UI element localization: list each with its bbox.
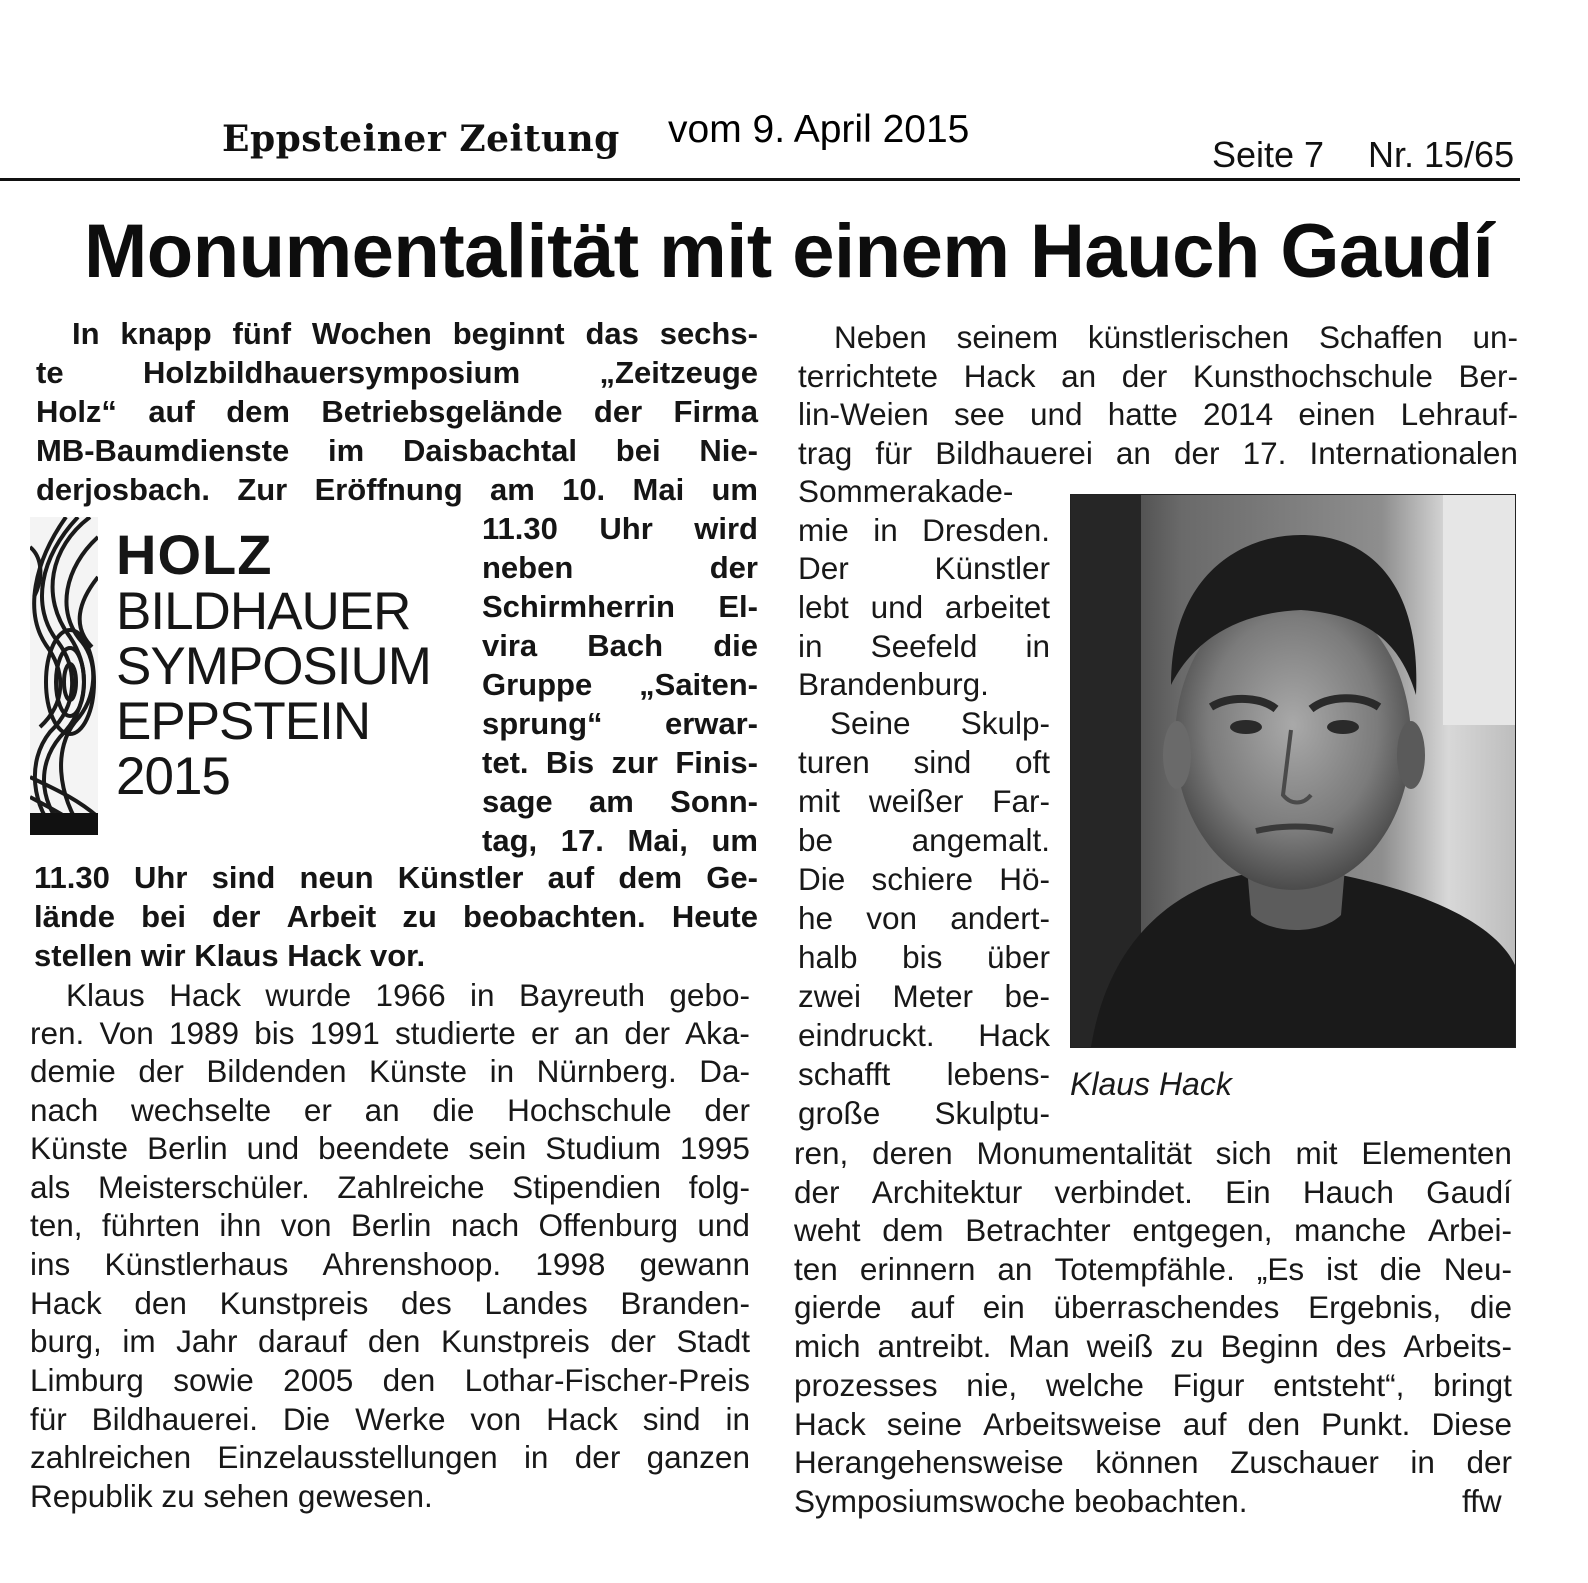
lead-line: vira Bach die [482, 628, 758, 663]
lead-line: In knapp fünf Wochen beginnt das sechs- [72, 316, 758, 351]
body-line: lebt und arbeitet [798, 589, 1050, 625]
logo-line: SYMPOSIUM [116, 637, 431, 696]
lead-line: stellen wir Klaus Hack vor. [34, 938, 426, 973]
lead-line: MB-Baumdienste im Daisbachtal bei Nie- [36, 433, 758, 468]
body-line: Brandenburg. [798, 666, 989, 702]
lead-line: derjosbach. Zur Eröffnung am 10. Mai um [36, 472, 758, 507]
symposium-logo-text [116, 523, 431, 806]
body-line: Klaus Hack wurde 1966 in Bayreuth gebo- [66, 977, 750, 1013]
portrait-photo [1070, 494, 1516, 1048]
lead-line: Schirmherrin El- [482, 589, 758, 624]
body-line: ten, führten ihn von Berlin nach Offenburg und [30, 1207, 750, 1243]
logo-line: 2015 [116, 747, 230, 806]
lead-line: Gruppe „Saiten- [482, 667, 758, 702]
masthead: Eppsteiner Zeitung [222, 118, 620, 160]
body-line: mich antreibt. Man weiß zu Beginn des Arbeits- [794, 1328, 1512, 1364]
body-line: demie der Bildenden Künste in Nürnberg. Da- [30, 1053, 750, 1089]
body-line: Hack seine Arbeitsweise auf den Punkt. Diese [794, 1406, 1512, 1442]
lead-line: 11.30 Uhr sind neun Künstler auf dem Ge- [34, 860, 758, 895]
logo-line: BILDHAUER [116, 582, 411, 641]
issue-date: vom 9. April 2015 [668, 108, 970, 151]
body-line: mie in Dresden. [798, 512, 1050, 548]
lead-line: sage am Sonn- [482, 784, 758, 819]
lead-line: neben der [482, 550, 758, 585]
body-line: Symposiumswoche beobachten. [794, 1483, 1248, 1519]
body-line: prozesses nie, welche Figur entsteht“, bringt [794, 1367, 1512, 1403]
body-line: lin-Weien see und hatte 2014 einen Lehrauf- [798, 396, 1518, 432]
body-line: halb bis über [798, 939, 1050, 975]
body-line: große Skulptu- [798, 1095, 1050, 1131]
body-line: ren, deren Monumentalität sich mit Elementen [794, 1135, 1512, 1171]
body-line: der Architektur verbindet. Ein Hauch Gaudí [794, 1174, 1512, 1210]
issue-number: Nr. 15/65 [1368, 134, 1515, 175]
lead-line: lände bei der Arbeit zu beobachten. Heute [34, 899, 758, 934]
body-line: Die schiere Hö- [798, 861, 1050, 897]
body-line: Republik zu sehen gewesen. [30, 1478, 433, 1514]
portrait-image [1071, 495, 1515, 1047]
body-line: gierde auf ein überraschendes Ergebnis, die [794, 1289, 1512, 1325]
logo-line: HOLZ [116, 523, 273, 586]
lead-line: te Holzbildhauersymposium „Zeitzeuge [36, 355, 758, 390]
body-line: eindruckt. Hack [798, 1017, 1050, 1053]
body-line: terrichtete Hack an der Kunsthochschule Ber- [798, 358, 1518, 394]
body-line: burg, im Jahr darauf den Kunstpreis der Stadt [30, 1323, 750, 1359]
author-initials: ffw [1462, 1483, 1502, 1519]
body-line: turen sind oft [798, 744, 1050, 780]
headline: Monumentalität mit einem Hauch Gaudí [84, 209, 1494, 294]
body-line: Neben seinem künstlerischen Schaffen un- [834, 319, 1518, 355]
page-number: Seite 7 [1212, 134, 1325, 175]
header-rule [0, 178, 1520, 181]
body-line: Limburg sowie 2005 den Lothar-Fischer-Preis [30, 1362, 750, 1398]
body-line: schafft lebens- [798, 1056, 1050, 1092]
body-line: he von andert- [798, 900, 1050, 936]
lead-line: sprung“ erwar- [482, 706, 758, 741]
body-line: Seine Skulp- [830, 705, 1050, 741]
body-line: für Bildhauerei. Die Werke von Hack sind in [30, 1401, 750, 1437]
body-line: ren. Von 1989 bis 1991 studierte er an der Aka- [30, 1015, 750, 1051]
body-line: be angemalt. [798, 822, 1050, 858]
body-line: Sommerakade- [798, 473, 1014, 509]
lead-line: 11.30 Uhr wird [482, 511, 758, 546]
body-line: als Meisterschüler. Zahlreiche Stipendien folg- [30, 1169, 750, 1205]
body-line: zahlreichen Einzelausstellungen in der ganzen [30, 1439, 750, 1475]
body-line: weht dem Betrachter entgegen, manche Arbei- [794, 1212, 1512, 1248]
lead-line: Holz“ auf dem Betriebsgelände der Firma [36, 394, 758, 429]
body-line: ten erinnern an Totempfähle. „Es ist die Neu- [794, 1251, 1512, 1287]
body-line: in Seefeld in [798, 628, 1050, 664]
body-line: Der Künstler [798, 550, 1050, 586]
body-line: Herangehensweise können Zuschauer in der [794, 1444, 1512, 1480]
body-line: Künste Berlin und beendete sein Studium 1995 [30, 1130, 750, 1166]
lead-line: tag, 17. Mai, um [482, 823, 758, 858]
body-line: trag für Bildhauerei an der 17. Internationalen [798, 435, 1518, 471]
photo-caption: Klaus Hack [1070, 1066, 1232, 1102]
body-line: nach wechselte er an die Hochschule der [30, 1092, 750, 1128]
body-line: ins Künstlerhaus Ahrenshoop. 1998 gewann [30, 1246, 750, 1282]
body-line: mit weißer Far- [798, 783, 1050, 819]
lead-line: tet. Bis zur Finis- [482, 745, 758, 780]
logo-line: EPPSTEIN [116, 692, 371, 751]
wood-grain-logo-image [30, 517, 98, 835]
body-line: Hack den Kunstpreis des Landes Branden- [30, 1285, 750, 1321]
body-line: zwei Meter be- [798, 978, 1050, 1014]
